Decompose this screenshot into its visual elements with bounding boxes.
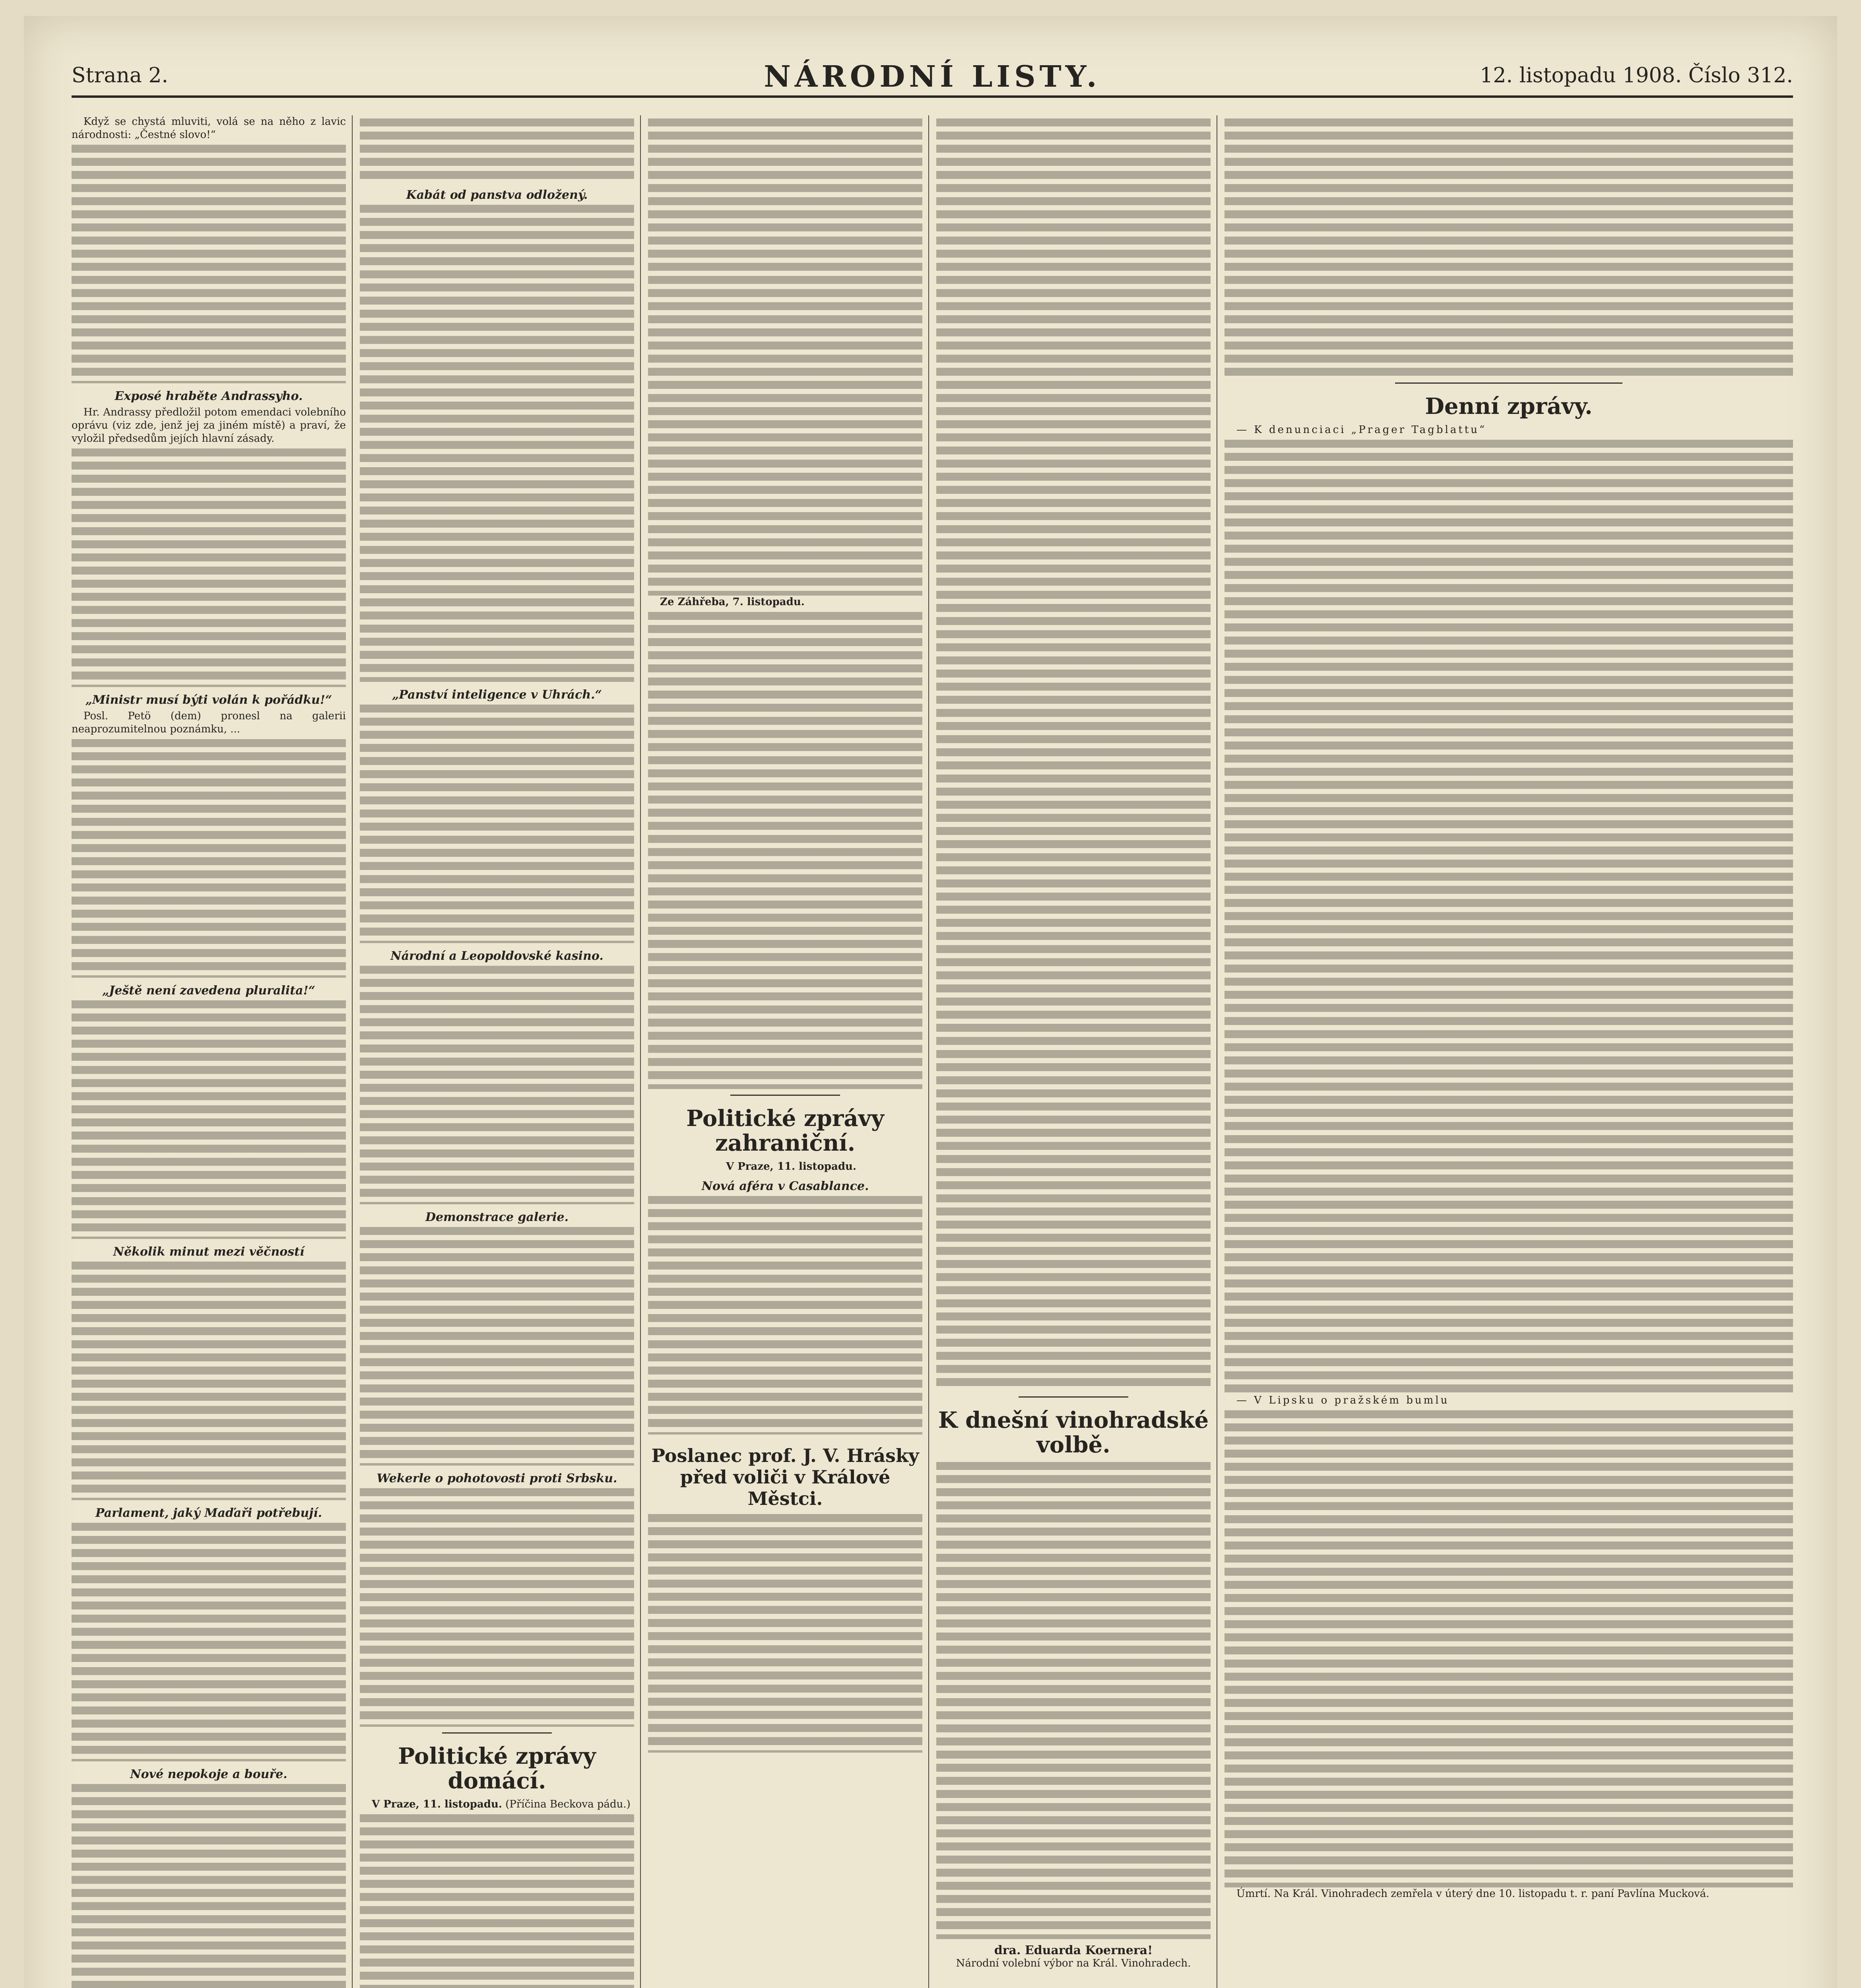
article-heading: Demonstrace galerie. [425,1210,569,1224]
text-block [648,1514,922,1753]
section-title: Politické zprávy zahraniční. [686,1105,884,1156]
lead: — V Lipsku o pražském bumlu [1236,1394,1450,1406]
article-heading: „Ministr musí býti volán k pořádku!“ [85,693,332,707]
article-heading-large: Poslanec prof. J. V. Hrásky před voliči v Králové Městci. [651,1445,919,1509]
text-block [1224,1410,1793,1887]
text-block [648,1196,922,1435]
section-title: Politické zprávy domácí. [398,1743,596,1794]
newspaper-title: NÁRODNÍ LISTY. [764,60,1101,94]
text-block [72,1784,346,1988]
article-heading: Několik minut mezi věčností [113,1245,305,1259]
text-block [360,205,634,682]
column-5 [1224,115,1793,1988]
article-heading: Nová aféra v Casablance. [701,1179,869,1193]
text-block [360,966,634,1204]
column-rule [640,115,641,1988]
column-rule [928,115,929,1988]
candidate-name: dra. Eduarda Koernera! [994,1943,1153,1957]
section-divider [442,1732,552,1734]
text-block [1224,440,1793,1394]
article-heading: Exposé hraběte Andrassyho. [114,389,303,403]
text-block [936,1462,1211,1939]
text-block [360,705,634,943]
text-block [72,448,346,687]
paragraph: Hr. Andrassy předložil potom emendaci volebního oprávu (viz zde, jenž jej za jiném místě) a praví, že vyložil předsedům jejích hlavní zásady. [72,406,346,445]
section-divider [730,1095,840,1096]
column-rule [352,115,353,1988]
article-heading: Wekerle o pohotovosti proti Srbsku. [376,1472,617,1485]
newspaper-page [24,16,1837,1988]
text-block [360,118,634,182]
paragraph: Posl. Petö (dem) pronesl na galerii neaprozumitelnou poznámku, ... [72,710,346,735]
article-heading: „Ještě není zavedena pluralita!“ [102,984,316,998]
issue-date: 12. listopadu 1908. Číslo 312. [1480,64,1793,87]
section-divider [1395,382,1622,384]
opening-paragraph: Když se chystá mluviti, volá se na něho z lavic národnosti: „Čestné slovo!“ [72,116,346,141]
dateline: V Praze, 11. listopadu. [372,1798,502,1810]
text-block [72,1262,346,1500]
text-block [72,1523,346,1761]
text-block [648,118,922,596]
article-heading: „Panství inteligence v Uhrách.“ [392,688,602,702]
columns [72,115,1793,1988]
text-block [360,1227,634,1466]
article-heading: Kabát od panstva odložený. [406,188,588,202]
text-block [360,1814,634,1988]
article-heading: Národní a Leopoldovské kasino. [390,949,604,963]
text-block [936,118,1211,1391]
article-heading: Nové nepokoje a bouře. [130,1767,287,1781]
column-2 [360,115,634,1988]
dateline: Ze Záhřeba, 7. listopadu. [660,596,805,608]
section-divider [1019,1396,1128,1398]
obituary: Úmrtí. Na Král. Vinohradech zemřela v úterý dne 10. listopadu t. r. paní Pavlína Mucková. [1236,1888,1710,1900]
text-block [1224,118,1793,377]
column-3 [648,115,922,1988]
page-number: Strana 2. [72,64,169,87]
text-block [72,145,346,383]
text-block [360,1488,634,1727]
section-title: K dnešní vinohradské volbě. [938,1407,1209,1458]
signature-line: Národní volební výbor na Král. Vinohradech. [956,1957,1191,1969]
dateline: V Praze, 11. listopadu. [726,1161,856,1173]
article-heading: Parlament, jaký Maďaři potřebují. [95,1506,322,1520]
section-title: Denní zprávy. [1425,393,1593,419]
column-1 [72,115,346,1988]
lead: (Příčina Beckova pádu.) [505,1798,631,1810]
lead: — K denunciaci „Prager Tagblattu“ [1236,424,1487,436]
text-block [72,1000,346,1239]
column-4 [936,115,1211,1988]
text-block [648,612,922,1089]
text-block [72,739,346,978]
masthead [72,60,1793,98]
